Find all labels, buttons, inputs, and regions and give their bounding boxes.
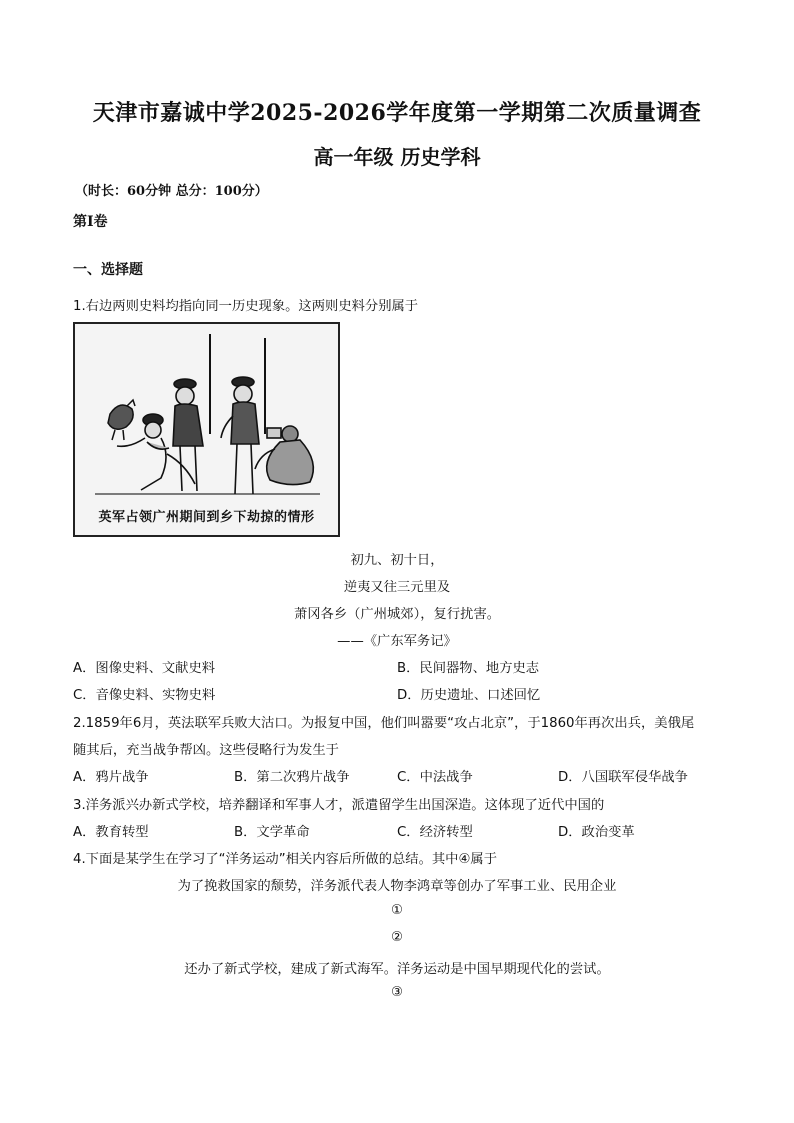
summary-line-1: 为了挽救国家的颓势，洋务派代表人物李鸿章等创办了军事工业、民用企业 [177, 879, 617, 894]
q1-option-d: D．历史遗址、口述回忆 [397, 688, 541, 703]
q2-option-b: B．第二次鸦片战争 [234, 770, 350, 785]
historical-cartoon-image [73, 322, 340, 537]
question-2-stem-line-2: 随其后，充当战争帮凶。这些侵略行为发生于 [73, 743, 339, 758]
q3-option-b: B．文学革命 [234, 825, 310, 840]
quote-line-1: 初九、初十日， [350, 553, 444, 568]
summary-mark-1: ① [391, 903, 403, 918]
exam-info: （时长：60分钟 总分：100分） [75, 184, 268, 199]
q3-option-a: A．教育转型 [73, 825, 149, 840]
exam-subtitle: 高一年级 历史学科 [313, 145, 481, 169]
q2-option-d: D．八国联军侵华战争 [558, 770, 688, 785]
q1-option-a: A．图像史料、文献史料 [73, 661, 216, 676]
q1-option-c: C．音像史料、实物史料 [73, 688, 216, 703]
q2-option-c: C．中法战争 [397, 770, 473, 785]
summary-mark-3: ③ [391, 985, 403, 1000]
question-4-stem: 4.下面是某学生在学习了“洋务运动”相关内容后所做的总结。其中④属于 [73, 852, 497, 867]
quote-line-2: 逆夷又往三元里及 [343, 580, 451, 595]
question-1-stem: 1.右边两则史料均指向同一历史现象。这两则史料分别属于 [73, 299, 419, 314]
summary-mark-2: ② [391, 930, 403, 945]
image-caption: 英军占领广州期间到乡下劫掠的情形 [98, 510, 315, 525]
exam-title: 天津市嘉诚中学2025-2026学年度第一学期第二次质量调查 [92, 100, 702, 126]
quote-source: ——《广东军务记》 [337, 634, 457, 649]
summary-line-2: 还办了新式学校，建成了新式海军。洋务运动是中国早期现代化的尝试。 [184, 962, 610, 977]
q3-option-c: C．经济转型 [397, 825, 473, 840]
cartoon-illustration [75, 324, 338, 535]
q3-option-d: D．政治变革 [558, 825, 635, 840]
question-2-stem-line-1: 2.1859年6月，英法联军兵败大沽口。为报复中国，他们叫嚣要“攻占北京”，于1860年再次出兵，美俄尾 [73, 716, 695, 731]
q1-option-b: B．民间器物、地方史志 [397, 661, 540, 676]
volume-label: 第Ⅰ卷 [73, 214, 108, 230]
q2-option-a: A．鸦片战争 [73, 770, 149, 785]
quote-line-3: 萧冈各乡（广州城郊），复行扰害。 [293, 607, 501, 622]
section-heading: 一、选择题 [73, 262, 143, 278]
question-3-stem: 3.洋务派兴办新式学校，培养翻译和军事人才，派遣留学生出国深造。这体现了近代中国的 [73, 798, 605, 813]
